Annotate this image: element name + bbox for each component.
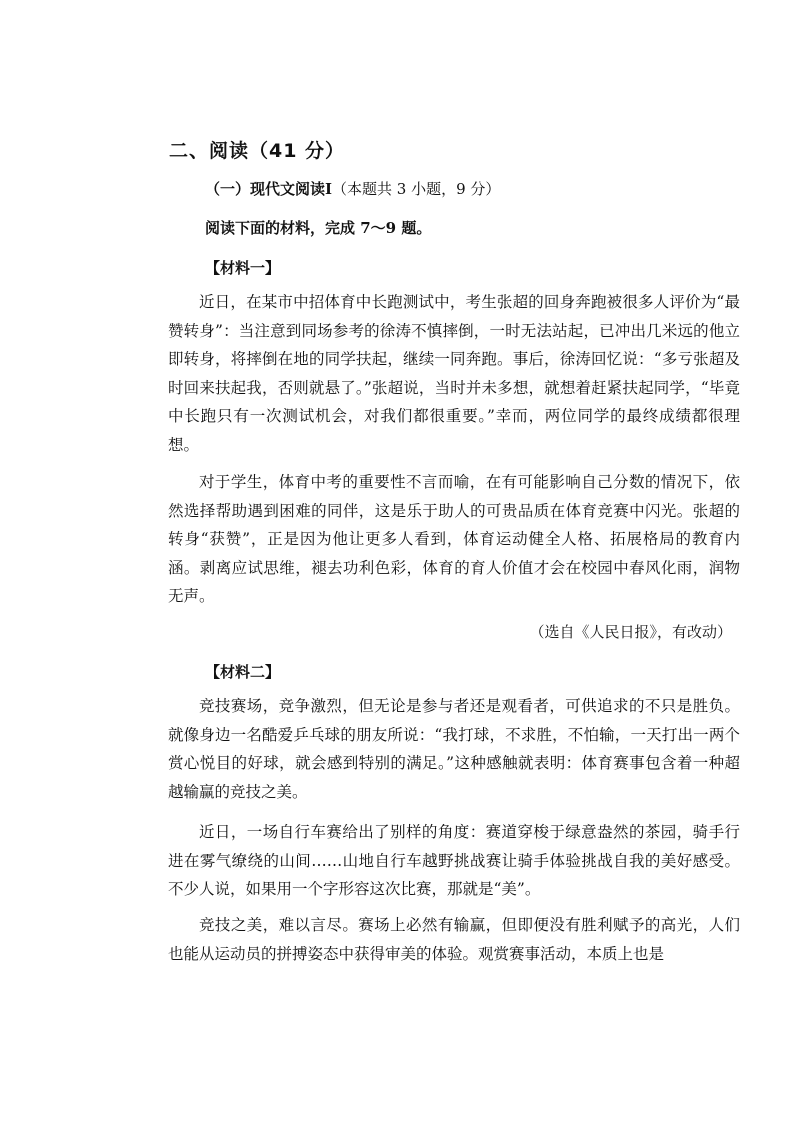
reading-instruction: 阅读下面的材料，完成 7～9 题。 — [205, 219, 432, 237]
material-one-source: （选自《人民日报》，有改动） — [529, 623, 732, 641]
material-two-paragraph-3: 竞技之美，难以言尽。赛场上必然有输赢，但即便没有胜利赋予的高光，人们也能从运动员的拼搏姿态中获得审美的体验。观赏赛事活动，本质上也是 — [168, 916, 740, 963]
material-two-label: 【材料二】 — [205, 663, 281, 681]
subsection-title — [205, 178, 500, 199]
section-title: 二、阅读（41 分） — [169, 140, 346, 162]
subsection-title-main: （一）现代文阅读Ⅰ — [205, 180, 333, 198]
material-one-paragraph-2: 对于学生，体育中考的重要性不言而喻，在有可能影响自己分数的情况下，依然选择帮助遇到困难的同伴，这是乐于助人的可贵品质在体育竞赛中闪光。张超的转身“获赞”，正是因为他让更多人看到，体育运动健全人格、拓展格局的教育内涵。剥离应试思维，褪去功利色彩，体育的育人价值才会在校园中春风化雨，润物无声。 — [168, 473, 740, 606]
subsection-title-note: （本题共 3 小题，9 分） — [332, 180, 501, 198]
material-one-paragraph-1: 近日，在某市中招体育中长跑测试中，考生张超的回身奔跑被很多人评价为“最赞转身”：当注意到同场参考的徐涛不慎摔倒，一时无法站起，已冲出几米远的他立即转身，将摔倒在地的同学扶起，继续一同奔跑。事后，徐涛回忆说：“多亏张超及时回来扶起我，否则就悬了。”张超说，当时并未多想，就想着赶紧扶起同学，“毕竟中长跑只有一次测试机会，对我们都很重要。”幸而，两位同学的最终成绩都很理想。 — [168, 293, 740, 454]
material-one-label: 【材料一】 — [205, 259, 281, 277]
material-two-paragraph-1: 竞技赛场，竞争激烈，但无论是参与者还是观看者，可供追求的不只是胜负。就像身边一名酷爱乒乓球的朋友所说：“我打球，不求胜，不怕输，一天打出一两个赏心悦目的好球，就会感到特别的满足。”这种感触就表明：体育赛事包含着一种超越输赢的竞技之美。 — [168, 697, 740, 801]
material-two-paragraph-2: 近日，一场自行车赛给出了别样的角度：赛道穿梭于绿意盎然的茶园，骑手行进在雾气缭绕的山间……山地自行车越野挑战赛让骑手体验挑战自我的美好感受。不少人说，如果用一个字形容这次比赛，那就是“美”。 — [168, 823, 740, 899]
